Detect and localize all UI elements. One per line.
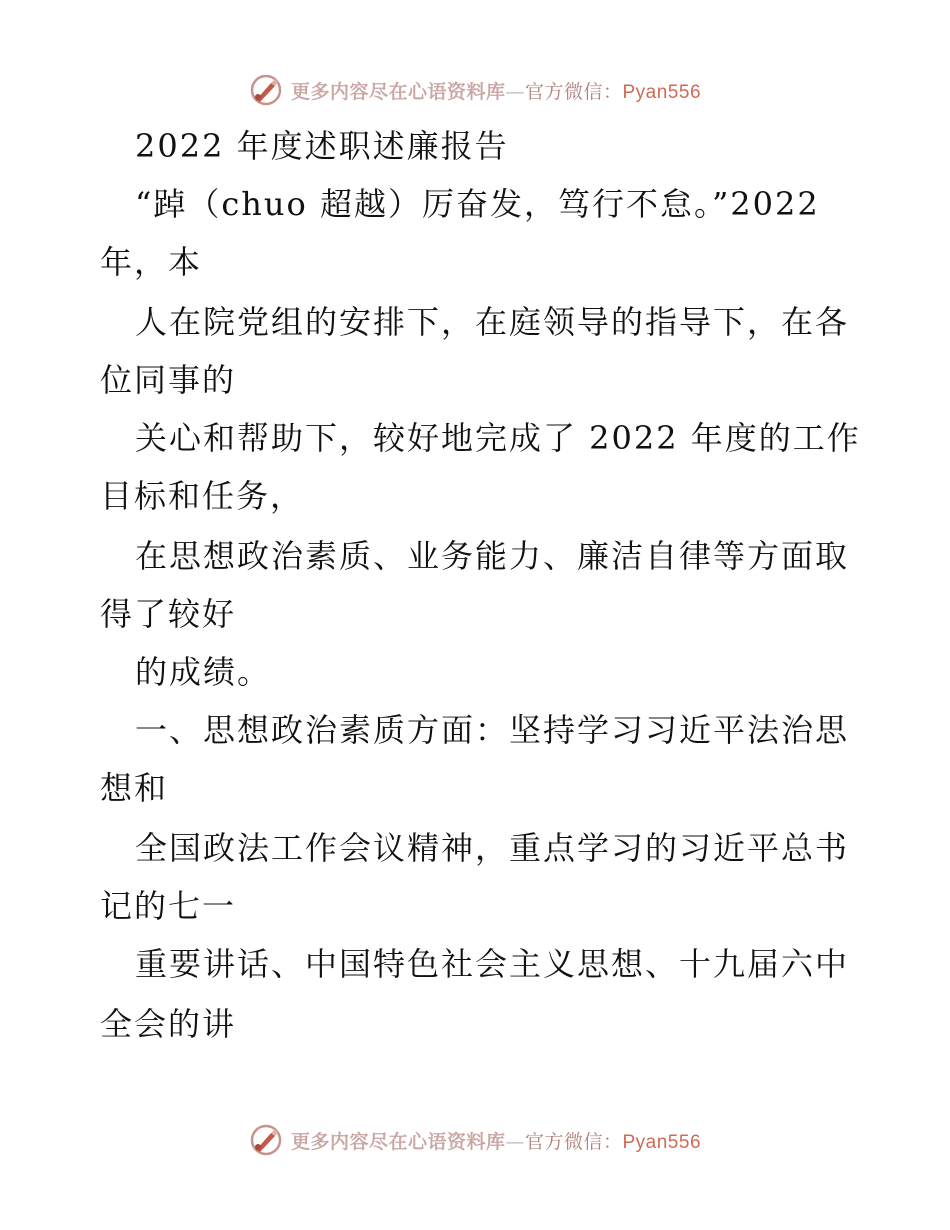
banner-wechat-label: 官方微信： (524, 1130, 623, 1153)
text-line: 年，本 (100, 243, 203, 281)
banner-wechat-id: Pyan556 (622, 1131, 702, 1153)
text-line: 目标和任务， (100, 477, 305, 515)
text-line: 人在院党组的安排下，在庭领导的指导下，在各 (135, 303, 850, 341)
footer-watermark (0, 1120, 950, 1160)
text-line: 记的七一 (100, 887, 237, 925)
text-line: 想和 (100, 769, 169, 807)
text-line: 得了较好 (100, 595, 237, 633)
text-line: 的成绩。 (135, 653, 272, 691)
banner-wechat-id: Pyan556 (622, 81, 702, 103)
text-line: 重要讲话、中国特色社会主义思想、十九届六中 (135, 945, 850, 983)
banner-dash: — (505, 1130, 525, 1153)
header-watermark (0, 70, 950, 110)
banner-site-name: 更多内容尽在心语资料库 (290, 1130, 506, 1153)
banner-wechat-label: 官方微信： (524, 80, 623, 103)
text-line: 位同事的 (100, 361, 237, 399)
text-line: “踔（chuo 超越）厉奋发，笃行不怠。”2022 (135, 185, 820, 223)
text-line: 全会的讲 (100, 1005, 237, 1043)
pen-logo-icon (249, 73, 283, 107)
section-heading-line: 一、思想政治素质方面：坚持学习习近平法治思 (135, 711, 850, 749)
text-line: 全国政法工作会议精神，重点学习的习近平总书 (135, 829, 850, 867)
banner-site-name: 更多内容尽在心语资料库 (290, 80, 506, 103)
text-line: 在思想政治素质、业务能力、廉洁自律等方面取 (135, 537, 850, 575)
banner-dash: — (505, 80, 525, 103)
text-line: 关心和帮助下，较好地完成了 2022 年度的工作 (135, 419, 861, 457)
document-title: 2022 年度述职述廉报告 (135, 127, 509, 165)
pen-logo-icon (249, 1123, 283, 1157)
